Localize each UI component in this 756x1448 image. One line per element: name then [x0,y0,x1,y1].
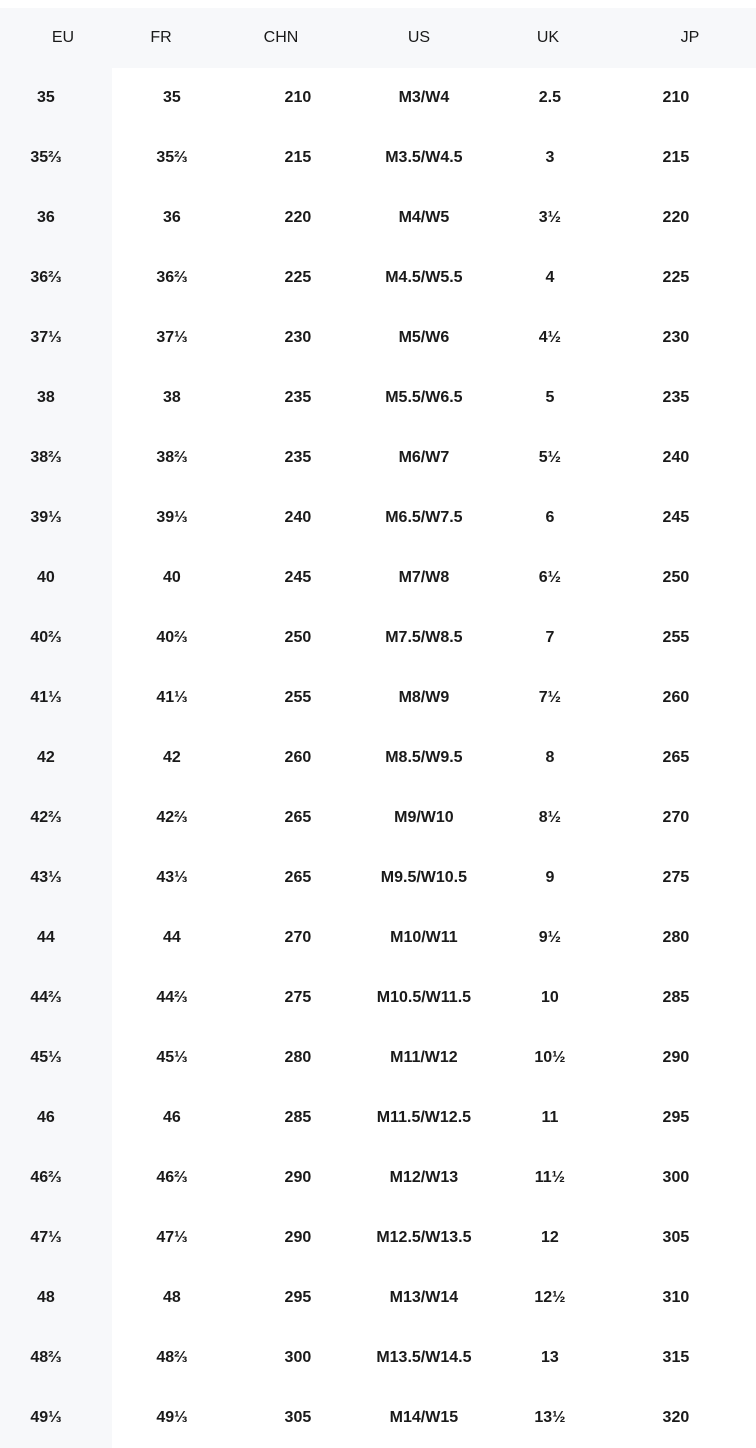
cell-chn: 260 [284,749,312,766]
cell-eu: 36⅔ [30,269,62,286]
cell-us: M10.5/W11.5 [376,989,472,1006]
cell-us: M11.5/W12.5 [376,1109,472,1126]
cell-chn: 290 [284,1169,312,1186]
cell-fr: 48 [163,1289,181,1306]
cell-fr: 41⅓ [156,689,188,706]
cell-us: M12.5/W13.5 [376,1229,472,1246]
cell-us: M12/W13 [389,1169,459,1186]
cell-uk: 11½ [534,1169,566,1186]
cell-jp: 300 [662,1169,690,1186]
rows-container [0,68,756,1448]
cell-fr: 46⅔ [156,1169,188,1186]
cell-us: M3/W4 [398,89,450,106]
table-row [0,1268,756,1328]
cell-uk: 2.5 [538,89,562,106]
table-row [0,1088,756,1148]
cell-fr: 38⅔ [156,449,188,466]
cell-chn: 235 [284,449,312,466]
table-row [0,128,756,188]
cell-jp: 270 [662,809,690,826]
cell-eu: 49⅓ [30,1409,62,1426]
table-row [0,188,756,248]
cell-chn: 250 [284,629,312,646]
cell-chn: 285 [284,1109,312,1126]
table-row [0,728,756,788]
cell-eu: 48 [37,1289,55,1306]
cell-us: M13.5/W14.5 [376,1349,472,1366]
cell-uk: 5 [545,389,555,406]
cell-chn: 305 [284,1409,312,1426]
cell-uk: 8½ [538,809,562,826]
cell-jp: 225 [662,269,690,286]
cell-eu: 42⅔ [30,809,62,826]
cell-chn: 215 [284,149,312,166]
cell-uk: 9½ [538,929,562,946]
cell-us: M9.5/W10.5 [380,869,468,886]
table-row [0,1388,756,1448]
cell-uk: 12½ [534,1289,566,1306]
cell-jp: 315 [662,1349,690,1366]
cell-chn: 255 [284,689,312,706]
cell-fr: 49⅓ [156,1409,188,1426]
cell-chn: 245 [284,569,312,586]
cell-uk: 13 [541,1349,559,1366]
cell-fr: 36 [163,209,181,226]
table-row [0,308,756,368]
table-row [0,908,756,968]
cell-chn: 270 [284,929,312,946]
cell-jp: 260 [662,689,690,706]
cell-eu: 35 [37,89,55,106]
cell-eu: 37⅓ [30,329,62,346]
cell-us: M7.5/W8.5 [385,629,463,646]
cell-uk: 4 [545,269,555,286]
cell-uk: 6 [545,509,555,526]
cell-chn: 275 [284,989,312,1006]
header-fr: FR [150,29,172,46]
cell-fr: 37⅓ [156,329,188,346]
cell-us: M5.5/W6.5 [385,389,463,406]
cell-jp: 285 [662,989,690,1006]
header-uk: UK [536,29,560,46]
cell-eu: 48⅔ [30,1349,62,1366]
cell-eu: 36 [37,209,55,226]
cell-fr: 35 [163,89,181,106]
cell-uk: 3 [545,149,555,166]
cell-uk: 6½ [538,569,562,586]
cell-us: M6/W7 [398,449,450,466]
cell-jp: 250 [662,569,690,586]
cell-uk: 10 [541,989,559,1006]
header-chn: CHN [263,29,299,46]
cell-us: M4.5/W5.5 [385,269,463,286]
table-row [0,488,756,548]
table-row [0,68,756,128]
cell-uk: 7½ [538,689,562,706]
cell-fr: 36⅔ [156,269,188,286]
table-row [0,1208,756,1268]
cell-eu: 38 [37,389,55,406]
cell-jp: 235 [662,389,690,406]
size-conversion-table [0,8,756,1448]
cell-eu: 44⅔ [30,989,62,1006]
cell-jp: 245 [662,509,690,526]
cell-uk: 9 [545,869,555,886]
cell-us: M11/W12 [390,1049,458,1066]
cell-us: M3.5/W4.5 [385,149,463,166]
table-row [0,608,756,668]
cell-chn: 265 [284,809,312,826]
cell-chn: 240 [284,509,312,526]
cell-us: M5/W6 [398,329,450,346]
cell-jp: 255 [662,629,690,646]
cell-eu: 40⅔ [30,629,62,646]
cell-us: M13/W14 [389,1289,459,1306]
cell-jp: 295 [662,1109,690,1126]
cell-chn: 300 [284,1349,312,1366]
cell-eu: 46⅔ [30,1169,62,1186]
header-us: US [407,29,431,46]
cell-us: M4/W5 [398,209,450,226]
cell-fr: 46 [163,1109,181,1126]
table-row [0,248,756,308]
cell-jp: 290 [662,1049,690,1066]
cell-fr: 48⅔ [156,1349,188,1366]
cell-eu: 40 [37,569,55,586]
cell-chn: 235 [284,389,312,406]
cell-chn: 280 [284,1049,312,1066]
cell-us: M8.5/W9.5 [385,749,463,766]
cell-fr: 35⅔ [156,149,188,166]
cell-jp: 280 [662,929,690,946]
cell-jp: 265 [662,749,690,766]
cell-eu: 39⅓ [30,509,62,526]
cell-chn: 220 [284,209,312,226]
cell-jp: 305 [662,1229,690,1246]
cell-jp: 240 [662,449,690,466]
cell-jp: 230 [662,329,690,346]
cell-uk: 4½ [538,329,562,346]
table-row [0,848,756,908]
cell-chn: 295 [284,1289,312,1306]
cell-fr: 45⅓ [156,1049,188,1066]
cell-uk: 3½ [538,209,562,226]
table-row [0,1328,756,1388]
cell-jp: 310 [662,1289,690,1306]
cell-eu: 38⅔ [30,449,62,466]
table-row [0,368,756,428]
cell-chn: 210 [284,89,312,106]
cell-jp: 215 [662,149,690,166]
table-row [0,1028,756,1088]
cell-jp: 220 [662,209,690,226]
cell-fr: 39⅓ [156,509,188,526]
cell-eu: 43⅓ [30,869,62,886]
cell-fr: 44⅔ [156,989,188,1006]
table-body [0,68,756,1448]
cell-chn: 290 [284,1229,312,1246]
cell-fr: 38 [163,389,181,406]
table-row [0,968,756,1028]
cell-uk: 11 [541,1109,559,1126]
cell-eu: 45⅓ [30,1049,62,1066]
cell-fr: 44 [163,929,181,946]
table-row [0,788,756,848]
cell-eu: 46 [37,1109,55,1126]
header-jp: JP [680,29,700,46]
cell-eu: 44 [37,929,55,946]
table-row [0,548,756,608]
cell-uk: 7 [545,629,555,646]
cell-us: M8/W9 [398,689,450,706]
cell-chn: 225 [284,269,312,286]
cell-eu: 41⅓ [30,689,62,706]
cell-us: M14/W15 [389,1409,459,1426]
table-header-row [0,8,756,68]
cell-jp: 320 [662,1409,690,1426]
cell-eu: 47⅓ [30,1229,62,1246]
cell-fr: 43⅓ [156,869,188,886]
cell-fr: 40 [163,569,181,586]
cell-us: M6.5/W7.5 [385,509,463,526]
cell-eu: 35⅔ [30,149,62,166]
table-row [0,1148,756,1208]
cell-chn: 230 [284,329,312,346]
cell-uk: 8 [545,749,555,766]
cell-jp: 275 [662,869,690,886]
cell-us: M7/W8 [398,569,450,586]
cell-uk: 13½ [534,1409,566,1426]
cell-fr: 40⅔ [156,629,188,646]
cell-chn: 265 [284,869,312,886]
cell-uk: 12 [541,1229,559,1246]
cell-jp: 210 [662,89,690,106]
cell-us: M9/W10 [394,809,454,826]
cell-us: M10/W11 [390,929,458,946]
cell-fr: 42 [163,749,181,766]
table-row [0,428,756,488]
cell-fr: 42⅔ [156,809,188,826]
cell-fr: 47⅓ [156,1229,188,1246]
header-eu: EU [51,29,75,46]
cell-eu: 42 [37,749,55,766]
cell-uk: 10½ [534,1049,566,1066]
table-row [0,668,756,728]
cell-uk: 5½ [538,449,562,466]
